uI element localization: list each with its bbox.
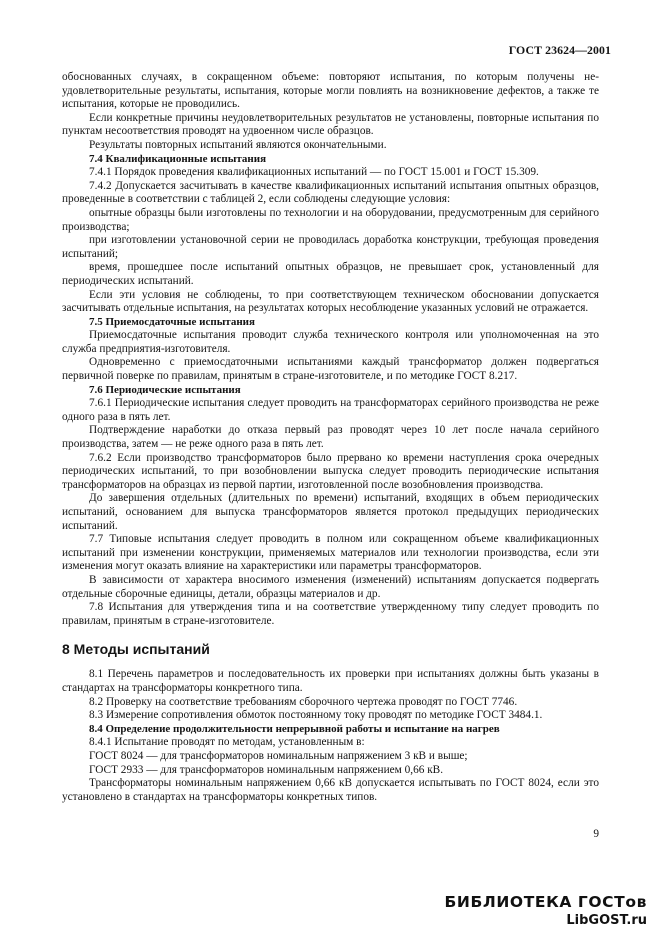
paragraph: Если эти условия не соблюдены, то при соответствующем техническом обосновании допускается засчитывать отдельные испытания, на результатах которых несоблюдение указанных условий не отражается. xyxy=(62,288,599,315)
page-number: 9 xyxy=(593,828,599,840)
watermark-site-link[interactable]: LibGOST.ru xyxy=(566,913,647,928)
paragraph: время, прошедшее после испытаний опытных образцов, не превышает срок, установленный для периодических испытаний. xyxy=(62,261,599,287)
paragraph: 7.4.1 Порядок проведения квалификационных испытаний — по ГОСТ 15.001 и ГОСТ 15.309. xyxy=(89,166,539,179)
watermark-library-title: БИБЛИОТЕКА ГОСТов xyxy=(444,893,647,911)
subsection-heading-8-4: 8.4 Определение продолжительности непрерывной работы и испытание на нагрев xyxy=(89,722,500,735)
section-heading-8: 8 Методы испытаний xyxy=(62,641,210,658)
paragraph: Трансформаторы номинальным напряжением 0,66 кВ допускается испытывать по ГОСТ 8024, если это установлено в стандартах на трансформаторы конкретных типов. xyxy=(62,777,599,803)
paragraph: ГОСТ 8024 — для трансформаторов номинальным напряжением 3 кВ и выше; xyxy=(89,749,468,762)
paragraph: опытные образцы были изготовлены по технологии и на оборудовании, предусмотренным для серийного производства; xyxy=(62,206,599,233)
paragraph: 8.4.1 Испытание проводят по методам, установленным в: xyxy=(89,736,365,749)
paragraph: Подтверждение наработки до отказа первый раз проводят через 10 лет после начала серийного производства, затем — не реже одного раза в пять лет. xyxy=(62,424,599,451)
paragraph: 8.1 Перечень параметров и последовательность их проверки при испытаниях должны быть указаны в стандартах на трансформаторы конкретного типа. xyxy=(62,668,599,694)
paragraph: Если конкретные причины неудовлетворительных результатов не установлены, повторные испытания по пунктам несоответствия проводят на удвоенном числе образцов. xyxy=(62,111,599,138)
body-text xyxy=(62,71,599,804)
paragraph: 7.6.1 Периодические испытания следует проводить на трансформаторах серийного производства не реже одного раза в пять лет. xyxy=(62,397,599,423)
paragraph: ГОСТ 2933 — для трансформаторов номинальным напряжением 0,66 кВ. xyxy=(89,763,444,776)
paragraph: Результаты повторных испытаний являются окончательными. xyxy=(89,138,387,151)
subsection-heading-7-6: 7.6 Периодические испытания xyxy=(89,383,241,396)
paragraph: 8.3 Измерение сопротивления обмоток постоянному току проводят по методике ГОСТ 3484.1. xyxy=(89,709,543,722)
paragraph: В зависимости от характера вносимого изменения (изменений) испытаниям допускается подвергать отдельные сборочные единицы, детали, образцы материалов и др. xyxy=(62,573,599,600)
paragraph: 7.6.2 Если производство трансформаторов было прервано ко времени наступления срока очередных периодических испытаний, то при возобновлении выпуска следует проводить периодические испытания трансформаторов на образцах из первой партии, изготовленной после возобновления производства. xyxy=(62,451,599,491)
paragraph: 8.2 Проверку на соответствие требованиям сборочного чертежа проводят по ГОСТ 7746. xyxy=(89,695,518,708)
paragraph: обоснованных случаях, в сокращенном объеме: повторяют испытания, по которым получены неудовлетворительные результаты, испытания, которые могли повлиять на возникновение дефектов, а также те испытания, которые не проводились. xyxy=(62,71,599,111)
paragraph: при изготовлении установочной серии не проводилась доработка конструкции, требующая проведения испытаний; xyxy=(62,234,599,260)
document-header: ГОСТ 23624—2001 xyxy=(508,43,611,57)
paragraph: Одновременно с приемосдаточными испытаниями каждый трансформатор должен подвергаться первичной поверке по правилам, принятым в стране-изготовителе, и по методике ГОСТ 8.217. xyxy=(62,356,599,383)
paragraph: До завершения отдельных (длительных по времени) испытаний, входящих в объем периодических испытаний, основанием для выпуска трансформаторов является протокол предыдущих периодических испытаний. xyxy=(62,492,599,532)
subsection-heading-7-5: 7.5 Приемосдаточные испытания xyxy=(89,315,255,328)
paragraph: 7.8 Испытания для утверждения типа и на соответствие утвержденному типу следует проводить по правилам, принятым в стране-изготовителе. xyxy=(62,601,599,627)
paragraph: 7.4.2 Допускается засчитывать в качестве квалификационных испытаний испытания опытных образцов, проведенные в соответствии с таблицей 2, если соблюдены следующие условия: xyxy=(62,179,599,206)
paragraph: Приемосдаточные испытания проводит служба технического контроля или уполномоченная на это служба предприятия-изготовителя. xyxy=(62,329,599,355)
paragraph: 7.7 Типовые испытания следует проводить в полном или сокращенном объеме квалификационных испытаний при изменении конструкции, применяемых материалов или технологии производства, если эти изменения могут оказать влияние на характеристики или параметры трансформаторов. xyxy=(62,533,599,573)
subsection-heading-7-4: 7.4 Квалификационные испытания xyxy=(89,152,267,165)
